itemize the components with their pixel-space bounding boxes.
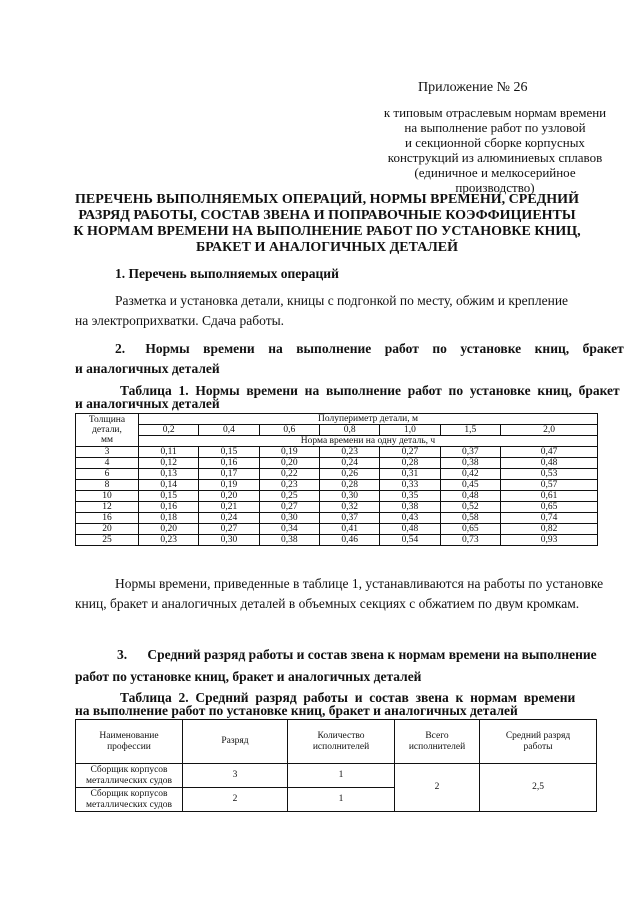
- norm-cell: 0,30: [259, 513, 319, 524]
- title-line: РАЗРЯД РАБОТЫ, СОСТАВ ЗВЕНА И ПОПРАВОЧНЫЕ КОЭФФИЦИЕНТЫ: [78, 208, 576, 223]
- norm-cell: 0,20: [199, 491, 259, 502]
- norm-cell: 0,16: [139, 502, 199, 513]
- thickness-cell: 6: [76, 469, 139, 480]
- table1-caption: Таблица 1. Нормы времени на выполнение работ по установке книц, бракет и аналогичных деталей: [75, 383, 620, 411]
- appendix-line: (единичное и мелкосерийное производство): [414, 165, 576, 195]
- grade-cell: 2: [183, 788, 288, 812]
- norm-cell: 0,30: [199, 535, 259, 546]
- norm-cell: 0,57: [501, 480, 598, 491]
- norm-cell: 0,24: [199, 513, 259, 524]
- thickness-cell: 10: [76, 491, 139, 502]
- norm-cell: 0,33: [380, 480, 440, 491]
- norm-cell: 0,47: [501, 447, 598, 458]
- header-count: Количество исполнителей: [288, 720, 395, 764]
- norm-cell: 0,31: [380, 469, 440, 480]
- table-row: [76, 502, 598, 513]
- thickness-cell: 12: [76, 502, 139, 513]
- norm-cell: 0,22: [259, 469, 319, 480]
- document-title: [62, 192, 592, 256]
- table-row: [76, 513, 598, 524]
- title-line: К НОРМАМ ВРЕМЕНИ НА ВЫПОЛНЕНИЕ РАБОТ ПО УСТАНОВКЕ КНИЦ,: [73, 224, 581, 239]
- norm-header: Норма времени на одну деталь, ч: [139, 436, 598, 447]
- section2-heading: 2. Нормы времени на выполнение работ по установке книц, бракет и аналогичных деталей: [75, 341, 624, 376]
- norm-cell: 0,26: [319, 469, 379, 480]
- norm-cell: 0,42: [440, 469, 500, 480]
- header-grade: Разряд: [183, 720, 288, 764]
- norm-cell: 0,65: [440, 524, 500, 535]
- norm-cell: 0,38: [380, 502, 440, 513]
- header-profession: Наименование профессии: [76, 720, 183, 764]
- norm-cell: 0,18: [139, 513, 199, 524]
- thickness-cell: 16: [76, 513, 139, 524]
- norm-cell: 0,54: [380, 535, 440, 546]
- table2-caption: Таблица 2. Средний разряд работы и состав звена к нормам времени на выполнение работ по установке книц, бракет и аналогичных деталей: [75, 690, 576, 718]
- appendix-line: и секционной сборке корпусных: [405, 135, 585, 150]
- norm-cell: 0,37: [319, 513, 379, 524]
- norm-cell: 0,38: [440, 458, 500, 469]
- norm-cell: 0,11: [139, 447, 199, 458]
- appendix-line: на выполнение работ по узловой: [404, 120, 586, 135]
- count-cell: 1: [288, 764, 395, 788]
- table-row: [76, 535, 598, 546]
- header-avg-grade: Средний разряд работы: [480, 720, 597, 764]
- norm-cell: 0,48: [440, 491, 500, 502]
- section1-text: Разметка и установка детали, кницы с подгонкой по месту, обжим и крепление на электроприхватки. Сдача работы.: [75, 293, 569, 328]
- table-row: [76, 458, 598, 469]
- perimeter-value: 0,8: [319, 425, 379, 436]
- perimeter-value: 1,0: [380, 425, 440, 436]
- norm-cell: 0,45: [440, 480, 500, 491]
- norm-cell: 0,20: [259, 458, 319, 469]
- norm-cell: 0,19: [259, 447, 319, 458]
- norm-cell: 0,23: [259, 480, 319, 491]
- norm-cell: 0,65: [501, 502, 598, 513]
- section3-heading: 3. Средний разряд работы и состав звена к нормам времени на выполнение работ по установке книц, бракет и аналогичных деталей: [75, 647, 597, 684]
- norm-cell: 0,28: [319, 480, 379, 491]
- norm-cell: 0,82: [501, 524, 598, 535]
- table-row: [76, 764, 597, 788]
- thickness-cell: 25: [76, 535, 139, 546]
- thickness-cell: 8: [76, 480, 139, 491]
- norm-cell: 0,21: [199, 502, 259, 513]
- norm-cell: 0,24: [319, 458, 379, 469]
- norms-table: [75, 413, 598, 546]
- norm-cell: 0,73: [440, 535, 500, 546]
- table-row: [76, 480, 598, 491]
- norm-cell: 0,34: [259, 524, 319, 535]
- norm-cell: 0,28: [380, 458, 440, 469]
- norm-cell: 0,74: [501, 513, 598, 524]
- title-line: ПЕРЕЧЕНЬ ВЫПОЛНЯЕМЫХ ОПЕРАЦИЙ, НОРМЫ ВРЕМЕНИ, СРЕДНИЙ: [75, 192, 579, 207]
- grade-cell: 3: [183, 764, 288, 788]
- table-row: [76, 447, 598, 458]
- norm-cell: 0,53: [501, 469, 598, 480]
- table-row: [76, 469, 598, 480]
- norm-cell: 0,61: [501, 491, 598, 502]
- norm-cell: 0,15: [199, 447, 259, 458]
- norm-cell: 0,37: [440, 447, 500, 458]
- appendix-number: Приложение № 26: [418, 80, 528, 95]
- perimeter-value: 2,0: [501, 425, 598, 436]
- norm-cell: 0,17: [199, 469, 259, 480]
- profession-cell: Сборщик корпусов металлических судов: [76, 788, 183, 812]
- perimeter-value: 0,6: [259, 425, 319, 436]
- norm-cell: 0,46: [319, 535, 379, 546]
- thickness-cell: 20: [76, 524, 139, 535]
- norm-cell: 0,93: [501, 535, 598, 546]
- norm-cell: 0,48: [380, 524, 440, 535]
- norm-cell: 0,19: [199, 480, 259, 491]
- norm-cell: 0,13: [139, 469, 199, 480]
- norm-cell: 0,16: [199, 458, 259, 469]
- norm-cell: 0,38: [259, 535, 319, 546]
- norm-cell: 0,35: [380, 491, 440, 502]
- norm-cell: 0,48: [501, 458, 598, 469]
- norm-cell: 0,14: [139, 480, 199, 491]
- appendix-line: к типовым отраслевым нормам времени: [383, 105, 607, 120]
- norm-cell: 0,15: [139, 491, 199, 502]
- norm-cell: 0,32: [319, 502, 379, 513]
- norm-cell: 0,41: [319, 524, 379, 535]
- norm-cell: 0,23: [319, 447, 379, 458]
- thickness-header: Толщина детали, мм: [76, 414, 139, 447]
- norm-cell: 0,20: [139, 524, 199, 535]
- crew-table: [75, 719, 597, 812]
- appendix-line: конструкций из алюминиевых сплавов: [387, 150, 603, 165]
- norm-cell: 0,27: [199, 524, 259, 535]
- perimeter-value: 0,4: [199, 425, 259, 436]
- avg-grade-cell: 2,5: [480, 764, 597, 812]
- section1-heading: 1. Перечень выполняемых операций: [115, 266, 339, 281]
- perimeter-header: Полупериметр детали, м: [139, 414, 598, 425]
- norm-cell: 0,52: [440, 502, 500, 513]
- title-line: БРАКЕТ И АНАЛОГИЧНЫХ ДЕТАЛЕЙ: [196, 240, 458, 255]
- header-total: Всего исполнителей: [395, 720, 480, 764]
- norm-cell: 0,25: [259, 491, 319, 502]
- norm-cell: 0,27: [259, 502, 319, 513]
- profession-cell: Сборщик корпусов металлических судов: [76, 764, 183, 788]
- norm-cell: 0,27: [380, 447, 440, 458]
- perimeter-value: 1,5: [440, 425, 500, 436]
- table1-note: Нормы времени, приведенные в таблице 1, устанавливаются на работы по установке книц, бракет и аналогичных деталей в объемных секциях с обжатием по двум кромкам.: [75, 576, 604, 611]
- count-cell: 1: [288, 788, 395, 812]
- table-row: [76, 491, 598, 502]
- table-row: [76, 524, 598, 535]
- norm-cell: 0,43: [380, 513, 440, 524]
- perimeter-value: 0,2: [139, 425, 199, 436]
- norm-cell: 0,30: [319, 491, 379, 502]
- norm-cell: 0,23: [139, 535, 199, 546]
- norm-cell: 0,58: [440, 513, 500, 524]
- thickness-cell: 4: [76, 458, 139, 469]
- appendix-reference: [380, 80, 610, 195]
- total-cell: 2: [395, 764, 480, 812]
- norm-cell: 0,12: [139, 458, 199, 469]
- thickness-cell: 3: [76, 447, 139, 458]
